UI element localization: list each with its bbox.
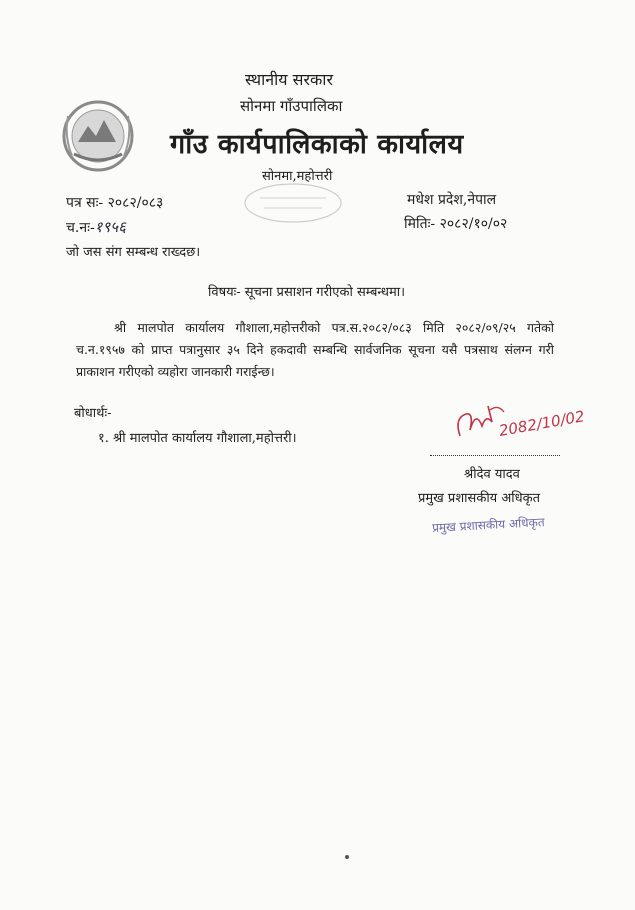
dispatch-label: च.नः- (66, 220, 95, 236)
dispatch-number (66, 217, 126, 237)
dispatch-handwritten-number: १९५६ (94, 218, 126, 236)
cc-item: १. श्री मालपोत कार्यालय गौशाला,महोत्तरी। (98, 431, 297, 446)
addressee: जो जस संग सम्बन्ध राख्दछ। (66, 245, 201, 260)
nepal-emblem-icon (58, 96, 138, 178)
office-title: गाँउ कार्यपालिकाको कार्यालय (170, 129, 464, 160)
handwritten-signature (446, 396, 596, 454)
signatory-name: श्रीदेव यादव (464, 467, 520, 482)
header-line-municipality: सोनमा गाँउपालिका (240, 97, 343, 115)
letter-number: पत्र सः- २०८२/०८३ (66, 195, 164, 211)
office-address: सोनमा,महोत्तरी (262, 169, 333, 184)
header-line-local-government: स्थानीय सरकार (245, 70, 333, 89)
subject-line: विषयः- सूचना प्रसाशन गरीएको सम्बन्धमा। (208, 285, 406, 300)
letter-date: मितिः- २०८२/१०/०२ (404, 216, 508, 232)
cc-label: बोधार्थः- (74, 406, 112, 421)
signatory-post: प्रमुख प्रशासकीय अधिकृत (418, 491, 541, 506)
post-stamp: प्रमुख प्रशासकीय अधिकृत (431, 515, 545, 535)
letter-body: श्री मालपोत कार्यालय गौशाला,महोत्तरीको पत्र.स.२०८२/०८३ मिति २०८२/०९/२५ गतेको च.न.१९५७ को प्राप्त पत्रानुसार ३५ दिने हकदावी सम्बन्धि सार्वजनिक सूचना यसै पत्रसाथ संलग्न गरी प्राकाशन गरीएको व्यहोरा जानकारी गराईन्छ। (76, 320, 554, 379)
faded-stamp-icon (238, 180, 348, 226)
speck (345, 855, 349, 859)
province: मधेश प्रदेश,नेपाल (407, 192, 497, 208)
signature-line (430, 455, 560, 456)
signature-date: 2082/10/02 (497, 407, 586, 440)
